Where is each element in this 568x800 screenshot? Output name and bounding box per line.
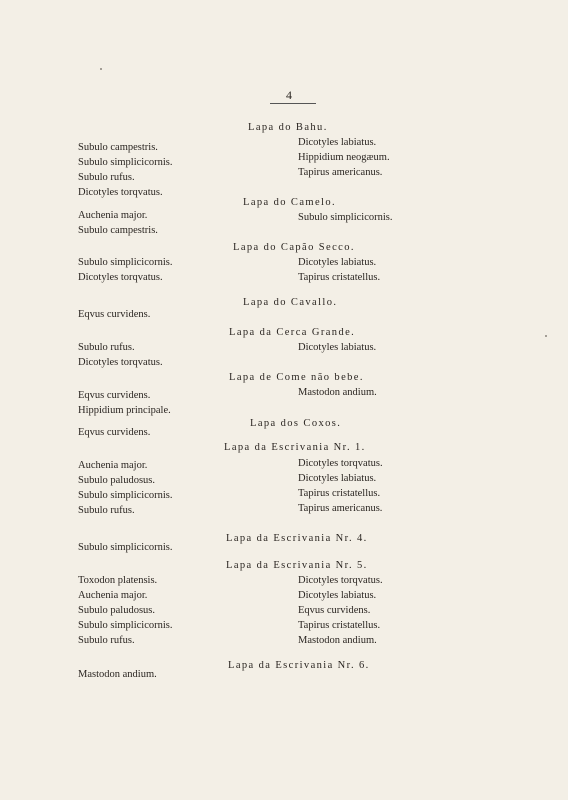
left-entry: Auchenia major. — [78, 210, 148, 221]
left-entry: Subulo simplicicornis. — [78, 157, 173, 168]
site-heading: Lapa do Capão Secco. — [233, 242, 355, 253]
site-heading: Lapa da Escrivania Nr. 5. — [226, 560, 368, 571]
left-entry: Subulo campestris. — [78, 225, 158, 236]
left-entry: Eqvus curvidens. — [78, 309, 151, 320]
site-heading: Lapa do Bahu. — [248, 122, 328, 133]
left-entry: Subulo rufus. — [78, 505, 135, 516]
species-entry: Mastodon andium. — [298, 635, 377, 646]
species-entry: Dicotyles labiatus. — [298, 473, 377, 484]
left-entry: Toxodon platensis. — [78, 575, 158, 586]
species-entry: Tapirus americanus. — [298, 503, 383, 514]
page-number: 4 — [286, 88, 292, 102]
species-entry: Tapirus cristatellus. — [298, 620, 381, 631]
left-entry: Dicotyles torqvatus. — [78, 272, 163, 283]
species-entry: Subulo simplicicornis. — [298, 212, 393, 223]
left-entry: Auchenia major. — [78, 590, 148, 601]
site-heading: Lapa dos Coxos. — [250, 418, 342, 429]
left-entry: Subulo simplicicornis. — [78, 620, 173, 631]
left-entry: Subulo paludosus. — [78, 605, 156, 616]
species-entry: Dicotyles labiatus. — [298, 590, 377, 601]
left-entry: Mastodon andium. — [78, 669, 157, 680]
site-heading: Lapa do Cavallo. — [243, 297, 338, 308]
species-entry: Hippidium neogæum. — [298, 152, 390, 163]
left-entry: Subulo simplicicornis. — [78, 542, 173, 553]
paper-speck — [545, 335, 547, 337]
left-entry: Subulo rufus. — [78, 635, 135, 646]
species-entry: Tapirus cristatellus. — [298, 272, 381, 283]
species-entry: Tapirus cristatellus. — [298, 488, 381, 499]
species-entry: Eqvus curvidens. — [298, 605, 371, 616]
site-heading: Lapa do Camelo. — [243, 197, 337, 208]
species-entry: Dicotyles labiatus. — [298, 257, 377, 268]
left-entry: Subulo paludosus. — [78, 475, 156, 486]
paper-speck — [100, 68, 102, 70]
site-heading: Lapa da Escrivania Nr. 4. — [226, 533, 368, 544]
species-entry: Dicotyles labiatus. — [298, 137, 377, 148]
left-entry: Dicotyles torqvatus. — [78, 357, 163, 368]
site-heading: Lapa da Escrivania Nr. 1. — [224, 442, 366, 453]
left-entry: Subulo simplicicornis. — [78, 490, 173, 501]
left-entry: Eqvus curvidens. — [78, 390, 151, 401]
left-entry: Eqvus curvidens. — [78, 427, 151, 438]
site-heading: Lapa da Cerca Grande. — [229, 327, 356, 338]
left-entry: Auchenia major. — [78, 460, 148, 471]
species-entry: Tapirus americanus. — [298, 167, 383, 178]
species-entry: Dicotyles labiatus. — [298, 342, 377, 353]
left-entry: Hippidium principale. — [78, 405, 171, 416]
left-entry: Dicotyles torqvatus. — [78, 187, 163, 198]
left-entry: Subulo simplicicornis. — [78, 257, 173, 268]
site-heading: Lapa da Escrivania Nr. 6. — [228, 660, 370, 671]
left-entry: Subulo campestris. — [78, 142, 158, 153]
species-entry: Dicotyles torqvatus. — [298, 458, 383, 469]
species-entry: Dicotyles torqvatus. — [298, 575, 383, 586]
left-entry: Subulo rufus. — [78, 172, 135, 183]
site-heading: Lapa de Come não bebe. — [229, 372, 364, 383]
page-number-underline — [270, 103, 316, 104]
left-entry: Subulo rufus. — [78, 342, 135, 353]
species-entry: Mastodon andium. — [298, 387, 377, 398]
